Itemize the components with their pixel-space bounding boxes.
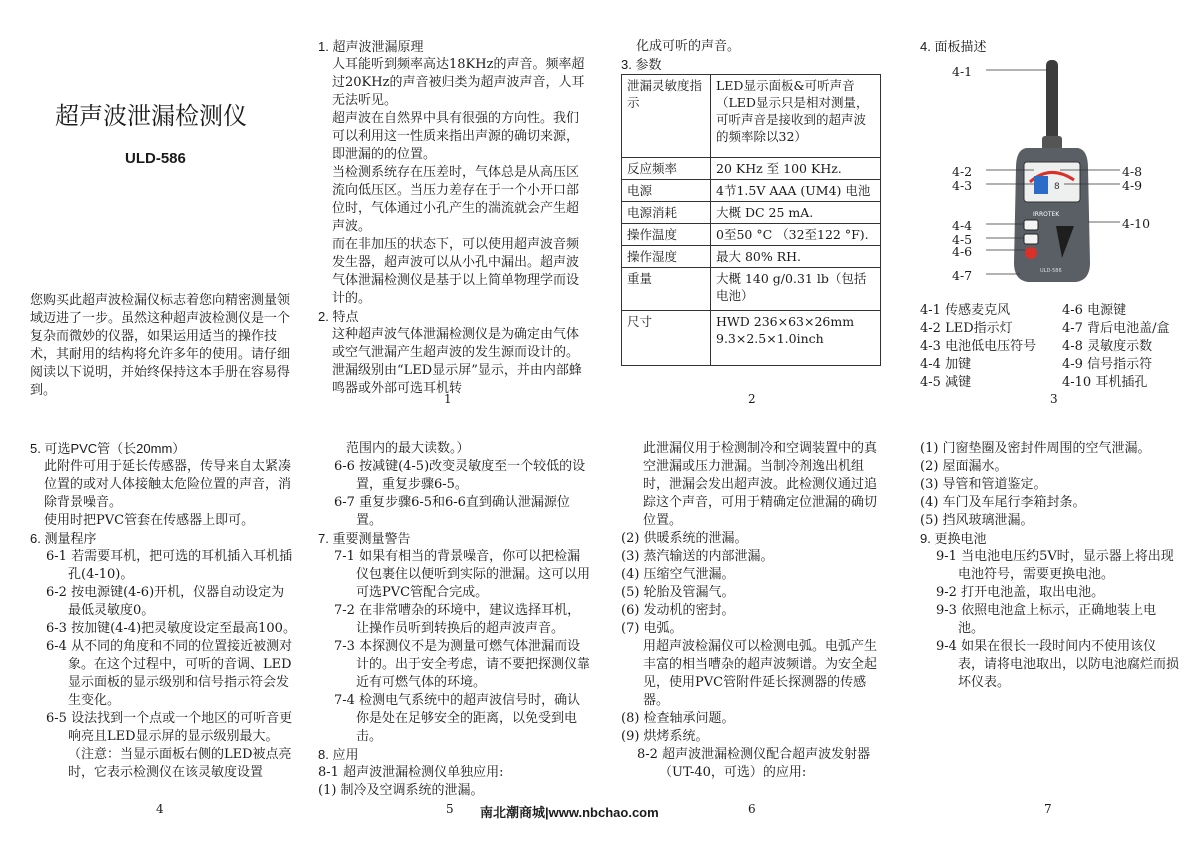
legend-item: 4-3 电池低电压符号 — [920, 339, 1037, 354]
section-7-heading: 7. 重要测量警告 — [318, 531, 411, 546]
spec-key: 泄漏灵敏度指示 — [622, 75, 711, 158]
s2-continuation: 化成可听的声音。 — [636, 39, 741, 54]
callout-label: 4-1 — [952, 64, 973, 79]
legend-item: 4-4 加键 — [920, 357, 972, 372]
spec-value: LED显示面板&可听声音（LED显示只是相对测量，可听声音是接收到的超声波的频率除以32） — [711, 75, 881, 158]
document-title: 超声波泄漏检测仪 — [55, 103, 247, 130]
application-item: (1) 门窗垫圈及密封件周围的空气泄漏。 — [920, 441, 1151, 456]
battery-step: 9-2 打开电池盖，取出电池。 — [936, 585, 1105, 600]
s8-a1: (1) 制冷及空调系统的泄漏。 — [318, 783, 484, 798]
callout-label: 4-5 — [952, 232, 973, 247]
spec-value: 大概 DC 25 mA. — [711, 202, 881, 224]
procedure-step: 6-5 设法找到一个点或一个地区的可听音更响亮且LED显示屏的显示级别最大。（注意：当显示面板右侧的LED被点亮时，它表示检测仪在该灵敏度设置 — [46, 711, 293, 780]
spec-table — [621, 74, 881, 366]
application-item: (9) 烘烤系统。 — [621, 729, 709, 744]
power-key[interactable] — [1025, 247, 1037, 259]
spec-key: 电源 — [622, 180, 711, 202]
spec-value: 4节1.5V AAA (UM4) 电池 — [711, 180, 881, 202]
spec-key: 操作湿度 — [622, 246, 711, 268]
spec-key: 反应频率 — [622, 158, 711, 180]
procedure-step: 6-7 重复步骤6-5和6-6直到确认泄漏源位置。 — [334, 495, 570, 528]
procedure-step: 6-1 若需要耳机，把可选的耳机插入耳机插孔(4-10)。 — [46, 549, 293, 582]
spec-key: 尺寸 — [622, 311, 711, 366]
spec-key: 重量 — [622, 268, 711, 311]
application-item: (5) 轮胎及管漏气。 — [621, 585, 735, 600]
legend-right — [1062, 302, 1192, 392]
battery-step: 9-4 如果在很长一段时间内不使用该仪表，请将电池取出，以防电池腐烂而损坏仪表。 — [936, 639, 1180, 690]
led-display — [1024, 162, 1080, 202]
spec-value: 最大 80% RH. — [711, 246, 881, 268]
legend-item: 4-6 电源键 — [1062, 303, 1127, 318]
page-number: 1 — [444, 392, 452, 406]
model-number: ULD-586 — [125, 150, 186, 167]
application-item: (3) 导管和管道鉴定。 — [920, 477, 1047, 492]
s8-arc: 用超声波检漏仪可以检测电弧。电弧产生丰富的相当嘈杂的超声波频谱。为安全起见，使用PVC管附件延长探测器的传感器。 — [643, 639, 878, 708]
page-4-column — [30, 440, 296, 782]
callout-label: 4-2 — [952, 164, 973, 179]
spec-row — [622, 224, 881, 246]
device-model: ULD-586 — [1040, 268, 1062, 274]
procedure-step: 6-4 从不同的角度和不同的位置接近被测对象。在这个过程中，可听的音调、LED显示面板的显示级别和信号指示符会发生变化。 — [46, 639, 293, 708]
page-6-column — [621, 440, 887, 782]
application-item: (2) 供暖系统的泄漏。 — [621, 531, 748, 546]
s8-sub2: 8-2 超声波泄漏检测仪配合超声波发射器（UT-40，可选）的应用: — [637, 747, 871, 780]
application-item: (5) 挡风玻璃泄漏。 — [920, 513, 1034, 528]
section-4-heading: 4. 面板描述 — [920, 39, 987, 54]
spec-row — [622, 158, 881, 180]
application-item: (2) 屋面漏水。 — [920, 459, 1008, 474]
s6-continuation: 范围内的最大读数。） — [346, 441, 470, 456]
legend-item: 4-9 信号指示符 — [1062, 357, 1153, 372]
spec-key: 操作温度 — [622, 224, 711, 246]
spec-value: 20 KHz 至 100 KHz. — [711, 158, 881, 180]
legend-item: 4-7 背后电池盖/盒 — [1062, 321, 1170, 336]
minus-key[interactable] — [1024, 234, 1038, 244]
s1-p4: 而在非加压的状态下，可以使用超声波音频发生器，超声波可以从小孔中漏出。超声波气体泄漏检测仪是基于以上简单物理学而设计的。 — [332, 237, 580, 306]
plus-key[interactable] — [1024, 220, 1038, 230]
s5-p1: 此附件可用于延长传感器，传导来自太紧凑位置的或对人体接触太危险位置的声音，消除背景噪音。 — [44, 459, 292, 510]
section-3-heading: 3. 参数 — [621, 57, 662, 72]
spec-row — [622, 180, 881, 202]
application-item: (4) 车门及车尾行李箱封条。 — [920, 495, 1086, 510]
callout-label: 4-3 — [952, 178, 973, 193]
spec-value: 0至50 °C （32至122 °F). — [711, 224, 881, 246]
callout-label: 4-10 — [1122, 216, 1151, 231]
section-2-heading: 2. 特点 — [318, 309, 359, 324]
section-1-heading: 1. 超声波泄漏原理 — [318, 39, 424, 54]
legend-item: 4-1 传感麦克风 — [920, 303, 1011, 318]
s8-a1-cont: 此泄漏仪用于检测制冷和空调装置中的真空泄漏或压力泄漏。当制冷剂逸出机组时，泄漏会发出超声波。此检测仪通过追踪这个声音，可用于精确定位泄漏的确切位置。 — [643, 441, 878, 528]
sensor-microphone — [1046, 60, 1058, 144]
legend-item: 4-2 LED指示灯 — [920, 321, 1013, 336]
s1-p2: 超声波在自然界中具有很强的方向性。我们可以利用这一性质来指出声源的确切来源，即泄漏的的位置。 — [332, 111, 580, 162]
s1-p1: 人耳能听到频率高达18KHz的声音。频率超过20KHz的声音被归类为超声波声音，人耳无法听见。 — [332, 57, 585, 108]
page-number: 6 — [748, 802, 756, 816]
section-1 — [318, 38, 586, 398]
intro-paragraph: 您购买此超声波检漏仪标志着您向精密测量领域迈进了一步。虽然这种超声波检测仪是一个复杂而微妙的仪器，如果运用适当的操作技术，其耐用的结构将允许多年的使用。请仔细阅读以下说明，并始终保持这本手册在容易得到。 — [30, 293, 291, 398]
application-item: (4) 压缩空气泄漏。 — [621, 567, 735, 582]
legend-item: 4-10 耳机插孔 — [1062, 375, 1148, 390]
legend-item: 4-8 灵敏度示数 — [1062, 339, 1153, 354]
battery-low-symbol — [1034, 176, 1048, 194]
page-number: 5 — [446, 802, 454, 816]
application-item: (6) 发动机的密封。 — [621, 603, 735, 618]
callout-label: 4-4 — [952, 218, 973, 233]
spec-value: 大概 140 g/0.31 lb（包括电池） — [711, 268, 881, 311]
section-6-heading: 6. 测量程序 — [30, 531, 97, 546]
callout-label: 4-8 — [1122, 164, 1143, 179]
legend-left — [920, 302, 1060, 392]
application-item: (3) 蒸汽输送的内部泄漏。 — [621, 549, 774, 564]
spec-value: HWD 236×63×26mm 9.3×2.5×1.0inch — [711, 311, 881, 366]
application-item: (8) 检查轴承问题。 — [621, 711, 735, 726]
sensitivity-readout: 8 — [1054, 182, 1060, 192]
s1-p3: 当检测系统存在压差时，气体总是从高压区流向低压区。当压力差存在于一个小开口部位时，气体通过小孔产生的湍流就会产生超声波。 — [332, 165, 580, 234]
page-number: 2 — [748, 392, 756, 406]
procedure-step: 6-3 按加键(4-4)把灵敏度设定至最高100。 — [46, 621, 296, 636]
s2-p1: 这种超声波气体泄漏检测仪是为确定由气体或空气泄漏产生超声波的发生源而设计的。泄漏级别由“LED显示屏”显示，并由内部蜂鸣器或外部可选耳机转 — [332, 327, 582, 396]
spec-row — [622, 311, 881, 366]
page-number: 3 — [1050, 392, 1058, 406]
s8-sub1: 8-1 超声波泄漏检测仪单独应用: — [318, 765, 504, 780]
procedure-step: 6-6 按减键(4-5)改变灵敏度至一个较低的设置，重复步骤6-5。 — [334, 459, 586, 492]
application-item: (7) 电弧。 — [621, 621, 683, 636]
section-5-heading: 5. 可选PVC管（长20mm） — [30, 441, 186, 456]
procedure-step: 6-2 按电源键(4-6)开机，仪器自动设定为最低灵敏度0。 — [46, 585, 285, 618]
warning-item: 7-3 本探测仪不是为测量可燃气体泄漏而设计的。出于安全考虑，请不要把探测仪靠近有可燃气体的环境。 — [334, 639, 591, 690]
callout-label: 4-6 — [952, 244, 973, 259]
spec-row — [622, 268, 881, 311]
warning-item: 7-2 在非常嘈杂的环境中，建议选择耳机，让操作员听到转换后的超声波声音。 — [334, 603, 581, 636]
page-7-column — [920, 440, 1182, 692]
legend-item: 4-5 减键 — [920, 375, 972, 390]
warning-item: 7-4 检测电气系统中的超声波信号时，确认你是处在足够安全的距离，以免受到电击。 — [334, 693, 581, 744]
callout-label: 4-7 — [952, 268, 973, 283]
spec-row — [622, 202, 881, 224]
spec-row — [622, 246, 881, 268]
battery-step: 9-3 依照电池盒上标示，正确地装上电池。 — [936, 603, 1157, 636]
page-number: 4 — [156, 802, 164, 816]
warning-item: 7-1 如果有相当的背景噪音，你可以把检漏仪包裹住以便听到实际的泄漏。这可以用可选PVC管配合完成。 — [334, 549, 591, 600]
spec-key: 电源消耗 — [622, 202, 711, 224]
spec-row — [622, 75, 881, 158]
footer-website: 南北潮商城|www.nbchao.com — [480, 805, 659, 820]
section-9-heading: 9. 更换电池 — [920, 531, 987, 546]
battery-step: 9-1 当电池电压约5V时，显示器上将出现电池符号，需要更换电池。 — [936, 549, 1174, 582]
page-number: 7 — [1044, 802, 1052, 816]
page-5-column — [318, 440, 590, 800]
callout-label: 4-9 — [1122, 178, 1143, 193]
device-brand: IRROTEK — [1033, 211, 1060, 218]
section-8-heading: 8. 应用 — [318, 747, 359, 762]
s5-p2: 使用时把PVC管套在传感器上即可。 — [44, 513, 255, 528]
